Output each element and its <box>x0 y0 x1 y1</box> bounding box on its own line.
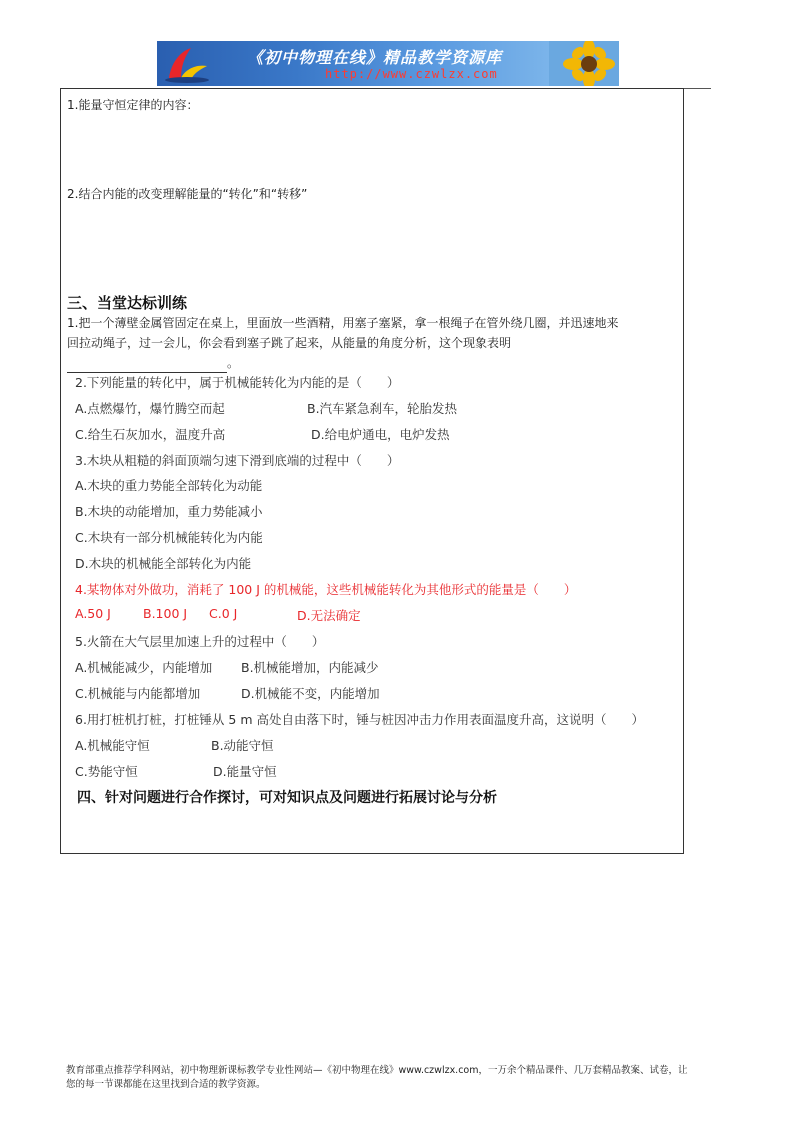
question-1-text: 回拉动绳子，过一会儿，你会看到塞子跳了起来，从能量的角度分析，这个现象表明 <box>67 336 512 350</box>
option-6c[interactable]: C.势能守恒 <box>75 764 138 779</box>
question-1-line-1: 1.把一个薄壁金属管固定在桌上，里面放一些酒精，用塞子塞紧，拿一根绳子在管外绕几圈，并迅速地来 <box>67 316 619 330</box>
sunflower-icon <box>549 41 619 86</box>
option-6b[interactable]: B.动能守恒 <box>211 738 274 753</box>
option-5c[interactable]: C.机械能与内能都增加 <box>75 686 201 701</box>
header-banner <box>157 41 619 86</box>
section-heading-practice: 三、当堂达标训练 <box>67 294 188 312</box>
banner-title: 《初中物理在线》精品教学资源库 <box>247 48 503 67</box>
option-2a[interactable]: A.点燃爆竹，爆竹腾空而起 <box>75 401 225 416</box>
option-2c[interactable]: C.给生石灰加水，温度升高 <box>75 427 226 442</box>
option-6d[interactable]: D.能量守恒 <box>213 764 277 779</box>
question-5: 5.火箭在大气层里加速上升的过程中（ ） <box>75 634 325 649</box>
option-5b[interactable]: B.机械能增加，内能减少 <box>241 660 379 675</box>
question-2: 2.下列能量的转化中，属于机械能转化为内能的是（ ） <box>75 375 400 390</box>
item-conversion-transfer: 2.结合内能的改变理解能量的“转化”和“转移” <box>67 187 308 201</box>
question-3: 3.木块从粗糙的斜面顶端匀速下滑到底端的过程中（ ） <box>75 453 400 468</box>
question-6: 6.用打桩机打桩，打桩锤从 5 m 高处自由落下时，锤与桩因冲击力作用表面温度升高，这说明（ ） <box>75 712 644 727</box>
site-logo <box>161 44 213 84</box>
worksheet-frame <box>60 88 684 854</box>
question-4: 4.某物体对外做功，消耗了 100 J 的机械能，这些机械能转化为其他形式的能量是（ ） <box>75 582 577 597</box>
option-4a[interactable]: A.50 J <box>75 606 111 621</box>
option-4c[interactable]: C.0 J <box>209 606 238 621</box>
option-6a[interactable]: A.机械能守恒 <box>75 738 150 753</box>
question-1-line-3 <box>67 353 677 373</box>
question-1-end: 。 <box>227 356 240 370</box>
option-5d[interactable]: D.机械能不变，内能增加 <box>241 686 380 701</box>
option-2b[interactable]: B.汽车紧急刹车，轮胎发热 <box>307 401 458 416</box>
question-1 <box>67 313 677 373</box>
option-3c[interactable]: C.木块有一部分机械能转化为内能 <box>75 530 263 545</box>
option-3d[interactable]: D.木块的机械能全部转化为内能 <box>75 556 252 571</box>
footer-line-2: 您的每一节课都能在这里找到合适的教学资源。 <box>66 1079 266 1090</box>
option-5a[interactable]: A.机械能减少，内能增加 <box>75 660 213 675</box>
answer-blank[interactable] <box>67 360 227 373</box>
option-3a[interactable]: A.木块的重力势能全部转化为动能 <box>75 478 263 493</box>
footer-line-1: 教育部重点推荐学科网站，初中物理新课标教学专业性网站—《初中物理在线》www.czwlzx.com，一万余个精品课件、几万套精品教案、试卷，让 <box>66 1065 688 1076</box>
item-energy-conservation: 1.能量守恒定律的内容： <box>67 98 199 112</box>
section-heading-discussion: 四、针对问题进行合作探讨，可对知识点及问题进行拓展讨论与分析 <box>77 790 497 806</box>
option-2d[interactable]: D.给电炉通电，电炉发热 <box>311 427 450 442</box>
option-4d[interactable]: D.无法确定 <box>297 608 361 623</box>
question-1-line-2 <box>67 333 677 353</box>
option-3b[interactable]: B.木块的动能增加，重力势能减小 <box>75 504 263 519</box>
banner-url[interactable]: http://www.czwlzx.com <box>325 67 498 81</box>
option-4b[interactable]: B.100 J <box>143 606 188 621</box>
